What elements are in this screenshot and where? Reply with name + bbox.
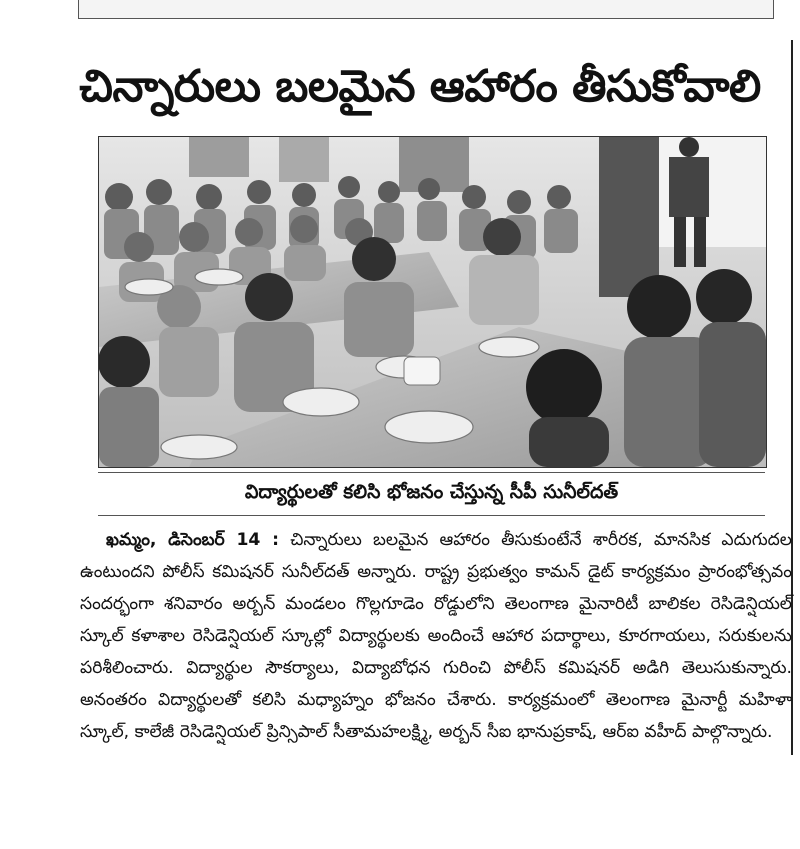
article-paragraph	[80, 524, 792, 748]
news-photo	[98, 136, 767, 468]
article-body	[80, 524, 792, 748]
article-text: చిన్నారులు బలమైన ఆహారం తీసుకుంటేనే శారీరక, మానసిక ఎదుగుదల ఉంటుందని పోలీస్ కమిషనర్ సునీల్‌దత్ అన్నారు. రాష్ట్ర ప్రభుత్వం కామన్ డైట్ కార్యక్రమం ప్రారంభోత్సవం సందర్భంగా శనివారం అర్బన్ మండలం గొల్లగూడెం రోడ్డులోని తెలంగాణ మైనారిటీ బాలికల రెసిడెన్షియల్ స్కూల్ కళాశాల రెసిడెన్షియల్ స్కూల్లో విద్యార్థులకు అందించే ఆహార పదార్థాలు, కూరగాయలు, సరుకులను పరిశీలించారు. విద్యార్థుల సౌకర్యాలు, విద్యాబోధన గురించి పోలీస్ కమిషనర్ అడిగి తెలుసుకున్నారు. అనంతరం విద్యార్థులతో కలిసి మధ్యాహ్నం భోజనం చేశారు. కార్యక్రమంలో తెలంగాణ మైనార్టీ మహిళా స్కూల్, కాలేజీ రెసిడెన్షియల్ ప్రిన్సిపాల్ సీతామహలక్ష్మి, అర్బన్ సీఐ భానుప్రకాష్, ఆర్ఐ వహీద్ పాల్గొన్నారు.	[80, 530, 792, 742]
photo-caption: విద్యార్థులతో కలిసి భోజనం చేస్తున్న సీపీ సునీల్‌దత్	[244, 481, 619, 503]
dateline: ఖమ్మం, డిసెంబర్ 14 :	[106, 530, 279, 550]
photo-caption-box	[98, 472, 765, 516]
headline: చిన్నారులు బలమైన ఆహారం తీసుకోవాలి	[79, 61, 761, 112]
page-top-frame	[78, 0, 774, 19]
